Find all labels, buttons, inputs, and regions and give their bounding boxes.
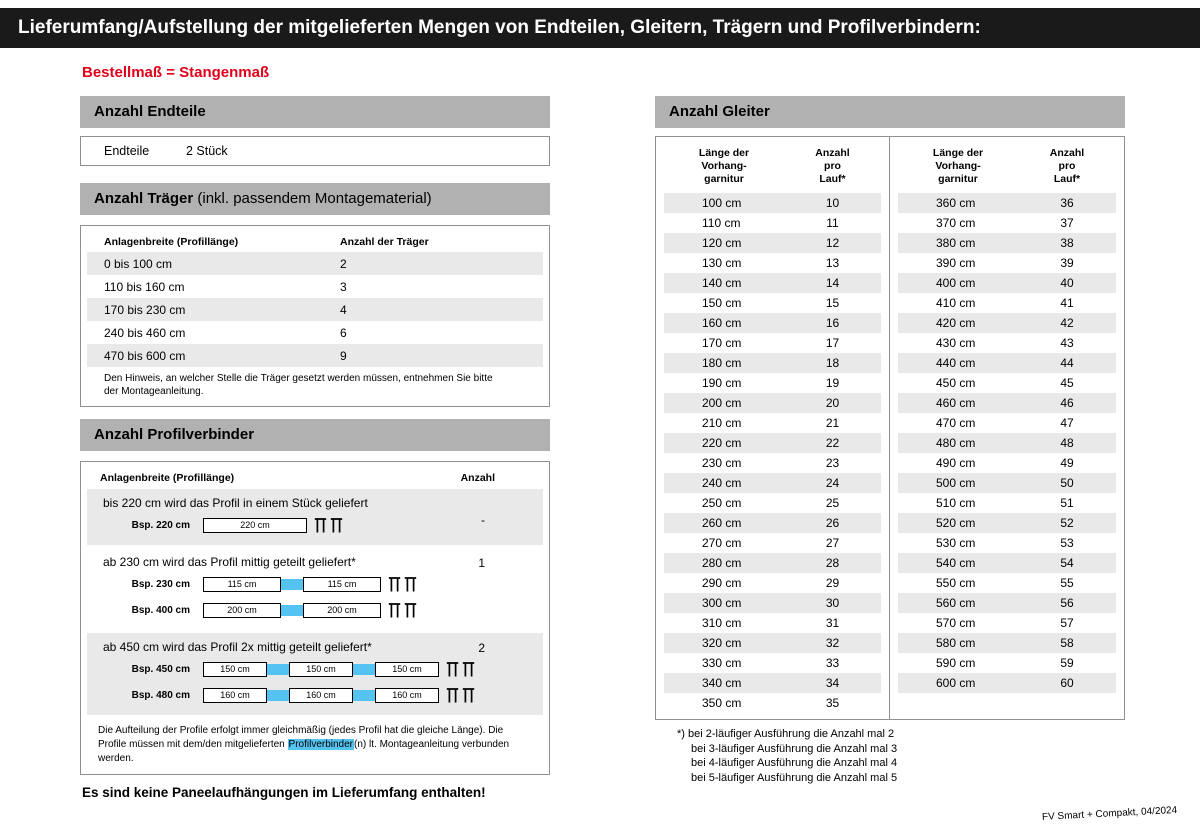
mounting-bracket-icon xyxy=(446,661,459,678)
traeger-table xyxy=(80,225,550,407)
gleiter-col1-line: garnitur xyxy=(938,173,978,185)
gleiter-row xyxy=(664,473,881,493)
gleiter-row xyxy=(664,653,881,673)
pv-col1-header: Anlagenbreite (Profillänge) xyxy=(100,472,235,484)
gleiter-length: 420 cm xyxy=(936,316,976,330)
gleiter-length: 310 cm xyxy=(702,616,742,630)
gleiter-row xyxy=(664,693,881,713)
traeger-count: 9 xyxy=(340,348,347,363)
gleiter-length: 440 cm xyxy=(936,356,976,370)
gleiter-rows-right xyxy=(898,193,1116,693)
gleiter-row xyxy=(664,253,881,273)
gleiter-length: 520 cm xyxy=(936,516,976,530)
gleiter-col1-header xyxy=(898,143,1018,189)
gleiter-row xyxy=(664,293,881,313)
gleiter-length: 280 cm xyxy=(702,556,742,570)
example-label: Bsp. 220 cm xyxy=(131,519,190,531)
gleiter-count: 40 xyxy=(1060,276,1074,290)
example-label: Bsp. 480 cm xyxy=(131,689,190,701)
gleiter-col2-line: Lauf* xyxy=(1053,173,1081,185)
gleiter-count: 11 xyxy=(826,216,839,230)
gleiter-count: 13 xyxy=(825,256,840,270)
gleiter-row xyxy=(898,413,1116,433)
profile-bars xyxy=(203,577,381,592)
gleiter-count: 41 xyxy=(1060,296,1074,310)
gleiter-length: 350 cm xyxy=(702,696,742,710)
gleiter-row xyxy=(664,613,881,633)
gleiter-length: 500 cm xyxy=(936,476,976,490)
gleiter-row xyxy=(898,593,1116,613)
gleiter-length: 590 cm xyxy=(936,656,976,670)
example-label: Bsp. 230 cm xyxy=(131,578,190,590)
traeger-row xyxy=(87,252,543,275)
gleiter-length: 180 cm xyxy=(702,356,742,370)
gleiter-row xyxy=(664,533,881,553)
gleiter-count: 26 xyxy=(825,516,840,530)
gleiter-length: 100 cm xyxy=(702,196,742,210)
gleiter-count: 39 xyxy=(1060,256,1074,270)
gleiter-length: 260 cm xyxy=(702,516,742,530)
gleiter-row xyxy=(664,313,881,333)
gleiter-row xyxy=(898,673,1116,693)
gleiter-length: 600 cm xyxy=(936,676,976,690)
profile-connector xyxy=(267,690,289,701)
gleiter-length: 530 cm xyxy=(936,536,976,550)
gleiter-length: 470 cm xyxy=(936,416,976,430)
traeger-col2-header: Anzahl der Träger xyxy=(340,235,429,248)
profile-example xyxy=(87,512,543,538)
gleiter-count: 55 xyxy=(1060,576,1074,590)
gleiter-length: 380 cm xyxy=(936,236,976,250)
gleiter-row xyxy=(664,353,881,373)
gleiter-count: 42 xyxy=(1060,316,1074,330)
pv-count: - xyxy=(481,513,485,527)
traeger-rows xyxy=(87,252,543,367)
mounting-bracket-icon xyxy=(330,517,343,534)
gleiter-rows-left xyxy=(664,193,881,713)
gleiter-count: 60 xyxy=(1060,676,1074,690)
gleiter-row xyxy=(664,493,881,513)
gleiter-head-right xyxy=(898,143,1116,189)
gleiter-col2-header xyxy=(1018,143,1116,189)
gleiter-row xyxy=(664,553,881,573)
endteile-value: 2 Stück xyxy=(186,144,228,158)
traeger-header-bold: Anzahl Träger xyxy=(94,190,194,207)
traeger-count: 6 xyxy=(340,325,347,340)
gleiter-length: 460 cm xyxy=(936,396,976,410)
gleiter-length: 270 cm xyxy=(702,536,742,550)
gleiter-count: 19 xyxy=(825,376,840,390)
gleiter-length: 330 cm xyxy=(702,656,742,670)
gleiter-section-header: Anzahl Gleiter xyxy=(655,96,1125,128)
gleiter-count: 47 xyxy=(1060,416,1074,430)
gleiter-length: 250 cm xyxy=(702,496,742,510)
gleiter-count: 30 xyxy=(825,596,840,610)
profile-segment: 150 cm xyxy=(375,662,439,677)
profile-segment: 160 cm xyxy=(289,688,353,703)
gleiter-count: 50 xyxy=(1060,476,1074,490)
gleiter-row xyxy=(898,273,1116,293)
mounting-bracket-icon xyxy=(388,576,401,593)
mounting-bracket-icon xyxy=(446,687,459,704)
profile-segment: 220 cm xyxy=(203,518,307,533)
gleiter-count: 59 xyxy=(1060,656,1074,670)
profilverbinder-section xyxy=(87,548,543,630)
gleiter-length: 450 cm xyxy=(936,376,976,390)
gleiter-row xyxy=(898,653,1116,673)
gleiter-row xyxy=(898,253,1116,273)
mounting-bracket-icon xyxy=(388,602,401,619)
profile-example xyxy=(87,682,543,708)
gleiter-count: 43 xyxy=(1060,336,1074,350)
gleiter-row xyxy=(898,213,1116,233)
gleiter-count: 49 xyxy=(1060,456,1074,470)
gleiter-length: 580 cm xyxy=(936,636,976,650)
gleiter-count: 34 xyxy=(825,676,840,690)
gleiter-count: 53 xyxy=(1060,536,1074,550)
gleiter-row xyxy=(898,433,1116,453)
gleiter-length: 560 cm xyxy=(936,596,976,610)
gleiter-count: 56 xyxy=(1060,596,1074,610)
gleiter-col1-line: Vorhang- xyxy=(935,160,981,172)
no-panel-hangers-note: Es sind keine Paneelaufhängungen im Lieferumfang enthalten! xyxy=(82,785,486,800)
gleiter-table xyxy=(655,136,1125,720)
gleiter-length: 240 cm xyxy=(702,476,742,490)
profile-segment: 200 cm xyxy=(203,603,281,618)
traeger-count: 3 xyxy=(340,279,347,294)
gleiter-col1-header xyxy=(664,143,784,189)
endteile-section-header: Anzahl Endteile xyxy=(80,96,550,128)
gleiter-col1-line: Vorhang- xyxy=(701,160,747,172)
gleiter-row xyxy=(898,533,1116,553)
example-label: Bsp. 450 cm xyxy=(131,663,190,675)
profilverbinder-section xyxy=(87,633,543,715)
gleiter-row xyxy=(664,273,881,293)
gleiter-length: 170 cm xyxy=(702,336,742,350)
gleiter-length: 190 cm xyxy=(702,376,742,390)
gleiter-count: 12 xyxy=(825,236,840,250)
gleiter-row xyxy=(898,473,1116,493)
bracket-icons xyxy=(388,576,417,593)
bracket-icons xyxy=(446,687,475,704)
gleiter-col1-line: garnitur xyxy=(704,173,744,185)
gleiter-count: 14 xyxy=(825,276,840,290)
gleiter-length: 360 cm xyxy=(936,196,976,210)
gleiter-length: 140 cm xyxy=(702,276,742,290)
gleiter-col2-line: Lauf* xyxy=(819,173,846,185)
gleiter-row xyxy=(898,633,1116,653)
gleiter-length: 200 cm xyxy=(702,396,742,410)
gleiter-length: 540 cm xyxy=(936,556,976,570)
profilverbinder-sections xyxy=(87,489,543,715)
profile-bars xyxy=(203,688,439,703)
gleiter-length: 550 cm xyxy=(936,576,976,590)
gleiter-footnote: bei 3-läufiger Ausführung die Anzahl mal 3 xyxy=(691,742,898,755)
gleiter-count: 44 xyxy=(1060,356,1074,370)
gleiter-length: 510 cm xyxy=(936,496,976,510)
gleiter-count: 25 xyxy=(825,496,840,510)
gleiter-length: 570 cm xyxy=(936,616,976,630)
gleiter-row xyxy=(898,553,1116,573)
gleiter-count: 45 xyxy=(1060,376,1074,390)
profile-example xyxy=(87,597,543,623)
gleiter-count: 24 xyxy=(825,476,840,490)
gleiter-row xyxy=(898,493,1116,513)
traeger-section-header xyxy=(80,183,550,215)
mounting-bracket-icon xyxy=(314,517,327,534)
mounting-bracket-icon xyxy=(404,602,417,619)
gleiter-length: 210 cm xyxy=(702,416,742,430)
gleiter-count: 20 xyxy=(825,396,840,410)
gleiter-row xyxy=(898,373,1116,393)
gleiter-row xyxy=(898,393,1116,413)
traeger-range: 470 bis 600 cm xyxy=(104,348,186,363)
traeger-count: 2 xyxy=(340,256,347,271)
profile-connector xyxy=(353,664,375,675)
profile-connector xyxy=(267,664,289,675)
gleiter-row xyxy=(664,373,881,393)
profile-segment: 115 cm xyxy=(203,577,281,592)
gleiter-count: 36 xyxy=(1060,196,1074,210)
gleiter-count: 37 xyxy=(1060,216,1074,230)
gleiter-count: 33 xyxy=(825,656,840,670)
gleiter-count: 29 xyxy=(825,576,840,590)
traeger-row xyxy=(87,298,543,321)
gleiter-count: 46 xyxy=(1060,396,1074,410)
pv-col2-header: Anzahl xyxy=(460,472,495,484)
gleiter-count: 51 xyxy=(1060,496,1074,510)
gleiter-row xyxy=(898,573,1116,593)
gleiter-row xyxy=(664,433,881,453)
gleiter-length: 340 cm xyxy=(702,676,742,690)
example-label: Bsp. 400 cm xyxy=(131,604,190,616)
profile-connector xyxy=(353,690,375,701)
pv-rule-text: ab 450 cm wird das Profil 2x mittig geteilt geliefert* xyxy=(103,640,372,654)
gleiter-count: 48 xyxy=(1060,436,1074,450)
profile-segment: 150 cm xyxy=(203,662,267,677)
pv-count: 1 xyxy=(478,556,485,570)
gleiter-length: 430 cm xyxy=(936,336,976,350)
profile-bars xyxy=(203,603,381,618)
gleiter-length: 220 cm xyxy=(702,436,742,450)
traeger-range: 170 bis 230 cm xyxy=(104,302,186,317)
gleiter-length: 400 cm xyxy=(936,276,976,290)
gleiter-count: 18 xyxy=(825,356,840,370)
gleiter-length: 320 cm xyxy=(702,636,742,650)
profilverbinder-section-header: Anzahl Profilverbinder xyxy=(80,419,550,451)
gleiter-row xyxy=(898,313,1116,333)
profile-bars xyxy=(203,662,439,677)
gleiter-length: 290 cm xyxy=(702,576,742,590)
gleiter-count: 27 xyxy=(825,536,840,550)
profile-bars xyxy=(203,518,307,533)
profilverbinder-section xyxy=(87,489,543,545)
gleiter-count: 15 xyxy=(825,296,840,310)
profile-connector xyxy=(281,605,303,616)
traeger-header-normal: (inkl. passendem Montagematerial) xyxy=(193,190,432,207)
traeger-note: Den Hinweis, an welcher Stelle die Träger gesetzt werden müssen, entnehmen Sie bitte der Montageanleitung. xyxy=(104,373,493,397)
mounting-bracket-icon xyxy=(404,576,417,593)
gleiter-length: 230 cm xyxy=(702,456,742,470)
profile-example xyxy=(87,656,543,682)
gleiter-row xyxy=(664,453,881,473)
gleiter-row xyxy=(664,213,881,233)
profile-segment: 115 cm xyxy=(303,577,381,592)
gleiter-col2-line: pro xyxy=(1058,160,1076,172)
mounting-bracket-icon xyxy=(462,661,475,678)
gleiter-footnote: bei 5-läufiger Ausführung die Anzahl mal 5 xyxy=(691,771,898,784)
traeger-col1-header: Anlagenbreite (Profillänge) xyxy=(104,235,239,248)
gleiter-length: 160 cm xyxy=(702,316,742,330)
gleiter-count: 31 xyxy=(825,616,840,630)
gleiter-length: 130 cm xyxy=(702,256,742,270)
traeger-range: 0 bis 100 cm xyxy=(104,256,173,271)
gleiter-table-right xyxy=(890,137,1124,699)
gleiter-count: 54 xyxy=(1060,556,1074,570)
document-footer: FV Smart + Compakt, 04/2024 xyxy=(1041,804,1178,823)
gleiter-length: 490 cm xyxy=(936,456,976,470)
pv-rule-text: bis 220 cm wird das Profil in einem Stück geliefert xyxy=(103,496,368,510)
profile-connector xyxy=(281,579,303,590)
profilverbinder-table xyxy=(80,461,550,775)
gleiter-row xyxy=(664,513,881,533)
gleiter-col2-line: Anzahl xyxy=(1049,147,1085,159)
gleiter-count: 17 xyxy=(825,336,840,350)
bracket-icons xyxy=(388,602,417,619)
left-column xyxy=(80,96,550,800)
bracket-icons xyxy=(314,517,343,534)
gleiter-row xyxy=(664,673,881,693)
bracket-icons xyxy=(446,661,475,678)
gleiter-row xyxy=(664,233,881,253)
profile-segment: 160 cm xyxy=(375,688,439,703)
gleiter-row xyxy=(664,193,881,213)
gleiter-head-left xyxy=(664,143,881,189)
gleiter-footnotes xyxy=(655,727,1125,785)
gleiter-count: 58 xyxy=(1060,636,1074,650)
gleiter-length: 390 cm xyxy=(936,256,976,270)
traeger-table-head xyxy=(87,231,543,252)
gleiter-footnote: *) bei 2-läufiger Ausführung die Anzahl mal 2 xyxy=(677,728,895,740)
gleiter-row xyxy=(664,633,881,653)
gleiter-row xyxy=(898,193,1116,213)
gleiter-row xyxy=(664,593,881,613)
page-title: Lieferumfang/Aufstellung der mitgelieferten Mengen von Endteilen, Gleitern, Trägern und Profilverbindern: xyxy=(0,8,1200,48)
gleiter-count: 10 xyxy=(825,196,840,210)
gleiter-length: 110 cm xyxy=(702,216,741,230)
gleiter-count: 57 xyxy=(1060,616,1074,630)
gleiter-row xyxy=(898,453,1116,473)
gleiter-row xyxy=(664,413,881,433)
traeger-count: 4 xyxy=(340,302,347,317)
gleiter-count: 52 xyxy=(1060,516,1074,530)
traeger-row xyxy=(87,275,543,298)
pv-count: 2 xyxy=(478,641,485,655)
gleiter-count: 23 xyxy=(825,456,840,470)
profile-segment: 200 cm xyxy=(303,603,381,618)
profile-example xyxy=(87,571,543,597)
pv-note-highlight: Profilverbinder xyxy=(288,739,354,750)
gleiter-row xyxy=(664,393,881,413)
gleiter-length: 120 cm xyxy=(702,236,742,250)
profile-segment: 150 cm xyxy=(289,662,353,677)
endteile-box xyxy=(80,136,550,166)
gleiter-row xyxy=(898,513,1116,533)
gleiter-length: 300 cm xyxy=(702,596,742,610)
profile-segment: 160 cm xyxy=(203,688,267,703)
gleiter-length: 370 cm xyxy=(936,216,976,230)
gleiter-count: 16 xyxy=(825,316,840,330)
gleiter-row xyxy=(898,293,1116,313)
traeger-range: 240 bis 460 cm xyxy=(104,325,186,340)
gleiter-count: 32 xyxy=(825,636,840,650)
gleiter-length: 150 cm xyxy=(702,296,742,310)
traeger-range: 110 bis 160 cm xyxy=(104,279,185,294)
gleiter-count: 22 xyxy=(825,436,840,450)
gleiter-count: 28 xyxy=(825,556,840,570)
pv-note-text-2: (n) lt. Montageanleitung verbunden werden. xyxy=(98,739,510,764)
pv-note-text-1: Die Aufteilung der Profile erfolgt immer gleichmäßig (jedes Profil hat die gleiche Länge). Die Profile müssen mit dem/den mitgelieferten xyxy=(98,725,504,750)
gleiter-length: 410 cm xyxy=(936,296,976,310)
gleiter-count: 35 xyxy=(825,696,840,710)
gleiter-count: 38 xyxy=(1060,236,1074,250)
gleiter-row xyxy=(664,573,881,593)
gleiter-col1-line: Länge der xyxy=(698,147,750,159)
traeger-row xyxy=(87,344,543,367)
gleiter-row xyxy=(898,353,1116,373)
right-column xyxy=(655,96,1125,785)
gleiter-row xyxy=(898,233,1116,253)
traeger-row xyxy=(87,321,543,344)
gleiter-col2-line: pro xyxy=(824,160,841,172)
gleiter-row xyxy=(898,333,1116,353)
gleiter-row xyxy=(898,613,1116,633)
profilverbinder-note xyxy=(87,718,543,770)
endteile-label: Endteile xyxy=(104,144,150,158)
gleiter-col1-line: Länge der xyxy=(932,147,984,159)
gleiter-count: 21 xyxy=(825,416,840,430)
gleiter-footnote: bei 4-läufiger Ausführung die Anzahl mal 4 xyxy=(691,757,898,769)
gleiter-table-left xyxy=(656,137,890,719)
gleiter-row xyxy=(664,333,881,353)
profilverbinder-table-head xyxy=(87,467,543,489)
gleiter-col2-header xyxy=(784,143,881,189)
order-size-note: Bestellmaß = Stangenmaß xyxy=(82,64,270,81)
pv-rule-text: ab 230 cm wird das Profil mittig geteilt geliefert* xyxy=(103,555,356,569)
gleiter-col2-line: Anzahl xyxy=(815,147,850,159)
mounting-bracket-icon xyxy=(462,687,475,704)
gleiter-length: 480 cm xyxy=(936,436,976,450)
